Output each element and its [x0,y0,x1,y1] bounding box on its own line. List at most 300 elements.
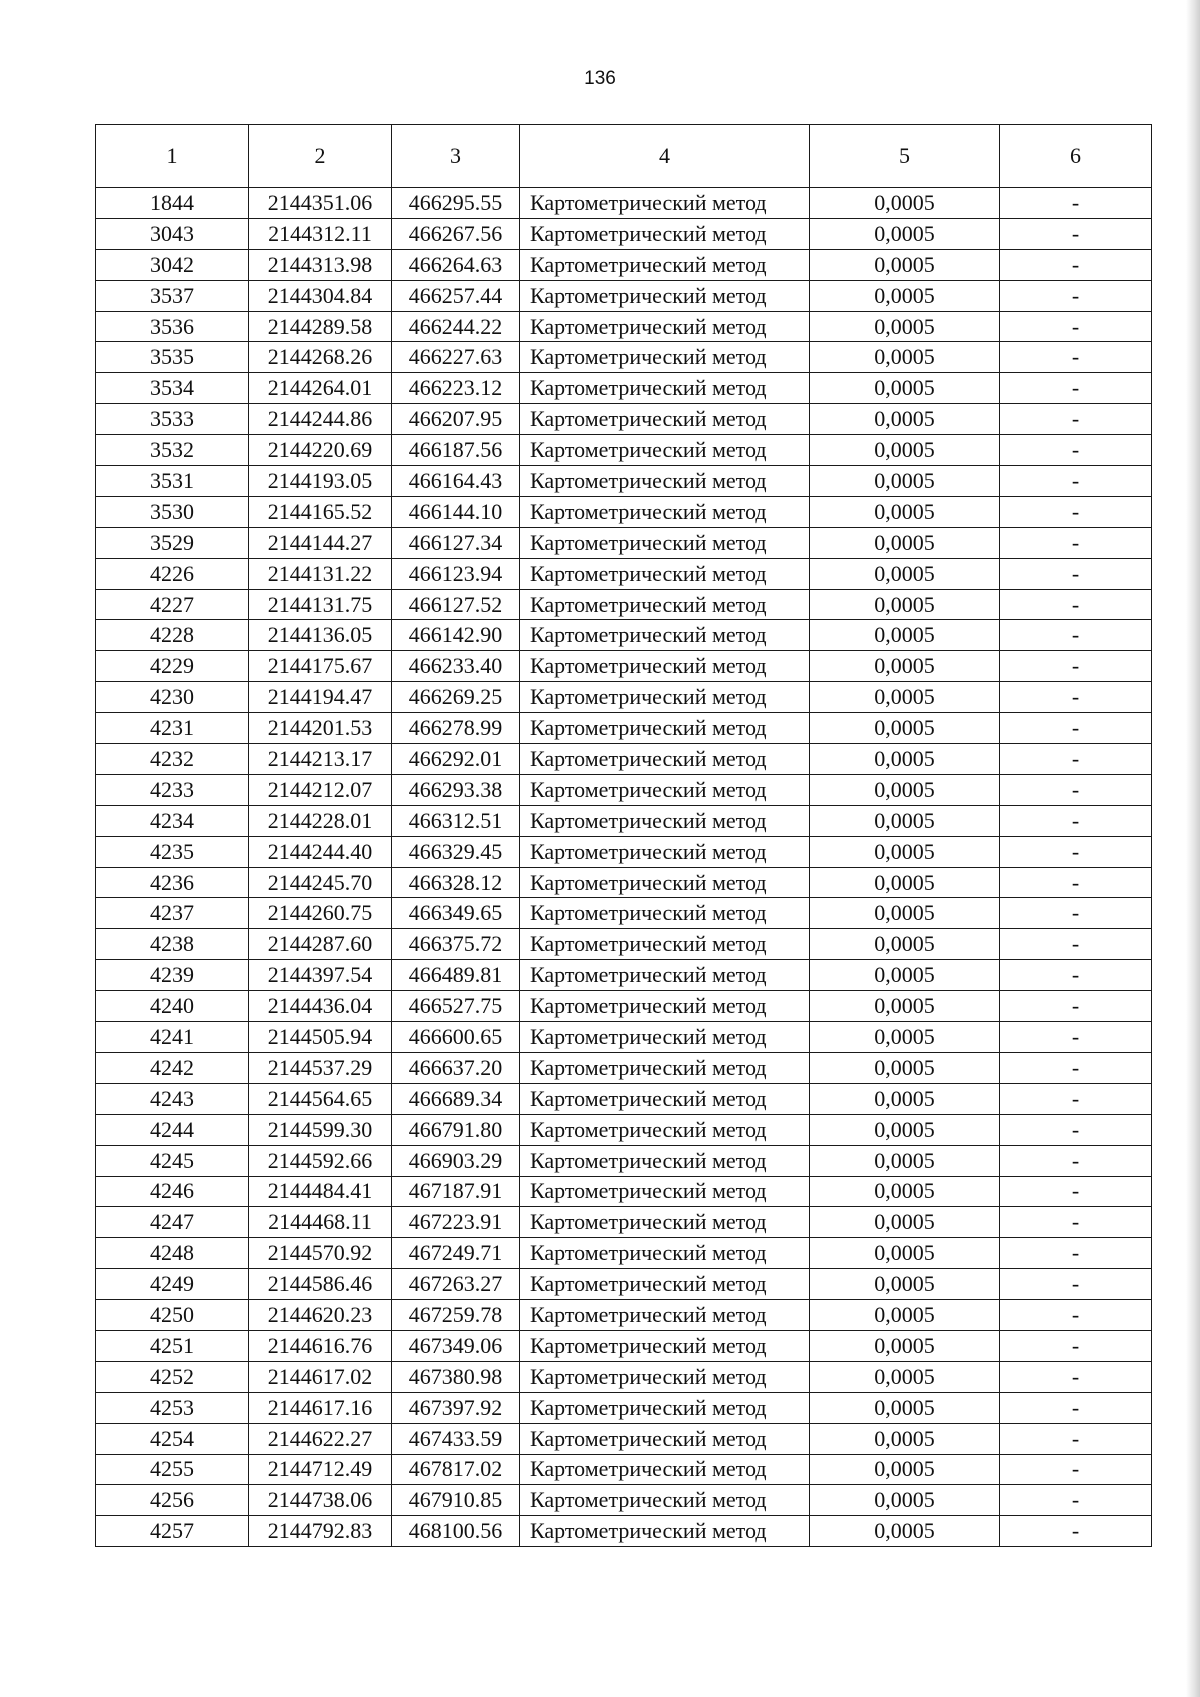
method-cell: Картометрический метод [520,527,810,558]
method-cell: Картометрический метод [520,1022,810,1053]
x-coordinate-cell: 2144622.27 [249,1423,392,1454]
point-number-cell: 4242 [96,1052,249,1083]
table-row [96,218,1152,249]
accuracy-cell: 0,0005 [810,1516,1000,1547]
accuracy-cell: 0,0005 [810,311,1000,342]
table-row [96,1022,1152,1053]
table-row [96,1300,1152,1331]
method-cell: Картометрический метод [520,404,810,435]
y-coordinate-cell: 466791.80 [392,1114,520,1145]
method-cell: Картометрический метод [520,805,810,836]
x-coordinate-cell: 2144312.11 [249,218,392,249]
accuracy-cell: 0,0005 [810,744,1000,775]
table-row [96,1392,1152,1423]
x-coordinate-cell: 2144351.06 [249,188,392,219]
x-coordinate-cell: 2144592.66 [249,1145,392,1176]
note-cell: - [1000,960,1152,991]
x-coordinate-cell: 2144599.30 [249,1114,392,1145]
accuracy-cell: 0,0005 [810,836,1000,867]
x-coordinate-cell: 2144194.47 [249,682,392,713]
y-coordinate-cell: 467817.02 [392,1454,520,1485]
accuracy-cell: 0,0005 [810,867,1000,898]
point-number-cell: 4241 [96,1022,249,1053]
accuracy-cell: 0,0005 [810,1361,1000,1392]
method-cell: Картометрический метод [520,991,810,1022]
point-number-cell: 3532 [96,435,249,466]
table-row [96,435,1152,466]
point-number-cell: 4250 [96,1300,249,1331]
header-cell: 2 [249,125,392,188]
accuracy-cell: 0,0005 [810,898,1000,929]
y-coordinate-cell: 466144.10 [392,496,520,527]
table-row [96,744,1152,775]
coordinates-table [95,124,1152,1547]
y-coordinate-cell: 466127.34 [392,527,520,558]
x-coordinate-cell: 2144244.40 [249,836,392,867]
note-cell: - [1000,1516,1152,1547]
header-cell: 1 [96,125,249,188]
x-coordinate-cell: 2144175.67 [249,651,392,682]
method-cell: Картометрический метод [520,867,810,898]
method-cell: Картометрический метод [520,774,810,805]
table-row [96,280,1152,311]
method-cell: Картометрический метод [520,960,810,991]
note-cell: - [1000,1392,1152,1423]
point-number-cell: 4244 [96,1114,249,1145]
point-number-cell: 3531 [96,466,249,497]
accuracy-cell: 0,0005 [810,466,1000,497]
note-cell: - [1000,713,1152,744]
note-cell: - [1000,1176,1152,1207]
accuracy-cell: 0,0005 [810,373,1000,404]
y-coordinate-cell: 466527.75 [392,991,520,1022]
accuracy-cell: 0,0005 [810,1269,1000,1300]
note-cell: - [1000,342,1152,373]
method-cell: Картометрический метод [520,280,810,311]
y-coordinate-cell: 467223.91 [392,1207,520,1238]
note-cell: - [1000,1083,1152,1114]
x-coordinate-cell: 2144570.92 [249,1238,392,1269]
method-cell: Картометрический метод [520,713,810,744]
note-cell: - [1000,929,1152,960]
y-coordinate-cell: 466292.01 [392,744,520,775]
header-cell: 5 [810,125,1000,188]
point-number-cell: 3533 [96,404,249,435]
y-coordinate-cell: 466207.95 [392,404,520,435]
point-number-cell: 3042 [96,249,249,280]
method-cell: Картометрический метод [520,496,810,527]
note-cell: - [1000,1114,1152,1145]
note-cell: - [1000,404,1152,435]
accuracy-cell: 0,0005 [810,960,1000,991]
accuracy-cell: 0,0005 [810,620,1000,651]
y-coordinate-cell: 466293.38 [392,774,520,805]
method-cell: Картометрический метод [520,1361,810,1392]
x-coordinate-cell: 2144244.86 [249,404,392,435]
accuracy-cell: 0,0005 [810,805,1000,836]
y-coordinate-cell: 466233.40 [392,651,520,682]
y-coordinate-cell: 467397.92 [392,1392,520,1423]
x-coordinate-cell: 2144260.75 [249,898,392,929]
method-cell: Картометрический метод [520,836,810,867]
note-cell: - [1000,373,1152,404]
point-number-cell: 4248 [96,1238,249,1269]
table-row [96,1361,1152,1392]
point-number-cell: 4230 [96,682,249,713]
table-row [96,960,1152,991]
table-row [96,651,1152,682]
x-coordinate-cell: 2144617.16 [249,1392,392,1423]
y-coordinate-cell: 466264.63 [392,249,520,280]
note-cell: - [1000,558,1152,589]
point-number-cell: 4245 [96,1145,249,1176]
point-number-cell: 4237 [96,898,249,929]
point-number-cell: 4232 [96,744,249,775]
table-row [96,1330,1152,1361]
accuracy-cell: 0,0005 [810,1052,1000,1083]
point-number-cell: 4226 [96,558,249,589]
method-cell: Картометрический метод [520,1238,810,1269]
method-cell: Картометрический метод [520,342,810,373]
accuracy-cell: 0,0005 [810,1454,1000,1485]
method-cell: Картометрический метод [520,218,810,249]
point-number-cell: 3534 [96,373,249,404]
y-coordinate-cell: 467349.06 [392,1330,520,1361]
note-cell: - [1000,1238,1152,1269]
x-coordinate-cell: 2144136.05 [249,620,392,651]
note-cell: - [1000,1269,1152,1300]
method-cell: Картометрический метод [520,898,810,929]
y-coordinate-cell: 467380.98 [392,1361,520,1392]
scan-edge [1186,0,1200,1697]
y-coordinate-cell: 467433.59 [392,1423,520,1454]
page-number: 136 [584,68,616,89]
point-number-cell: 3536 [96,311,249,342]
accuracy-cell: 0,0005 [810,1176,1000,1207]
note-cell: - [1000,651,1152,682]
method-cell: Картометрический метод [520,188,810,219]
note-cell: - [1000,311,1152,342]
note-cell: - [1000,744,1152,775]
table-row [96,1238,1152,1269]
method-cell: Картометрический метод [520,929,810,960]
table-row [96,1083,1152,1114]
table-row [96,774,1152,805]
accuracy-cell: 0,0005 [810,682,1000,713]
point-number-cell: 4247 [96,1207,249,1238]
x-coordinate-cell: 2144228.01 [249,805,392,836]
table-row [96,620,1152,651]
accuracy-cell: 0,0005 [810,1423,1000,1454]
table-row [96,311,1152,342]
x-coordinate-cell: 2144193.05 [249,466,392,497]
y-coordinate-cell: 466489.81 [392,960,520,991]
method-cell: Картометрический метод [520,1516,810,1547]
x-coordinate-cell: 2144264.01 [249,373,392,404]
table-row [96,1114,1152,1145]
note-cell: - [1000,435,1152,466]
note-cell: - [1000,249,1152,280]
point-number-cell: 4227 [96,589,249,620]
y-coordinate-cell: 466223.12 [392,373,520,404]
x-coordinate-cell: 2144792.83 [249,1516,392,1547]
accuracy-cell: 0,0005 [810,280,1000,311]
table-row [96,867,1152,898]
method-cell: Картометрический метод [520,249,810,280]
x-coordinate-cell: 2144436.04 [249,991,392,1022]
method-cell: Картометрический метод [520,1269,810,1300]
y-coordinate-cell: 466329.45 [392,836,520,867]
method-cell: Картометрический метод [520,682,810,713]
y-coordinate-cell: 466269.25 [392,682,520,713]
x-coordinate-cell: 2144586.46 [249,1269,392,1300]
x-coordinate-cell: 2144505.94 [249,1022,392,1053]
table-row [96,249,1152,280]
table-row [96,836,1152,867]
note-cell: - [1000,466,1152,497]
point-number-cell: 1844 [96,188,249,219]
y-coordinate-cell: 467259.78 [392,1300,520,1331]
y-coordinate-cell: 466637.20 [392,1052,520,1083]
table-row [96,1454,1152,1485]
method-cell: Картометрический метод [520,1454,810,1485]
table-row [96,466,1152,497]
accuracy-cell: 0,0005 [810,1145,1000,1176]
y-coordinate-cell: 467263.27 [392,1269,520,1300]
x-coordinate-cell: 2144144.27 [249,527,392,558]
method-cell: Картометрический метод [520,651,810,682]
accuracy-cell: 0,0005 [810,1022,1000,1053]
method-cell: Картометрический метод [520,558,810,589]
y-coordinate-cell: 466600.65 [392,1022,520,1053]
table-header-row [96,125,1152,188]
y-coordinate-cell: 466227.63 [392,342,520,373]
accuracy-cell: 0,0005 [810,1207,1000,1238]
accuracy-cell: 0,0005 [810,1330,1000,1361]
x-coordinate-cell: 2144468.11 [249,1207,392,1238]
table-row [96,1516,1152,1547]
table-row [96,1207,1152,1238]
table-row [96,1269,1152,1300]
y-coordinate-cell: 466127.52 [392,589,520,620]
x-coordinate-cell: 2144201.53 [249,713,392,744]
y-coordinate-cell: 466244.22 [392,311,520,342]
note-cell: - [1000,188,1152,219]
table-row [96,991,1152,1022]
x-coordinate-cell: 2144738.06 [249,1485,392,1516]
y-coordinate-cell: 466187.56 [392,435,520,466]
note-cell: - [1000,620,1152,651]
method-cell: Картометрический метод [520,1176,810,1207]
x-coordinate-cell: 2144313.98 [249,249,392,280]
y-coordinate-cell: 466257.44 [392,280,520,311]
note-cell: - [1000,1145,1152,1176]
method-cell: Картометрический метод [520,620,810,651]
point-number-cell: 3529 [96,527,249,558]
accuracy-cell: 0,0005 [810,774,1000,805]
note-cell: - [1000,1485,1152,1516]
y-coordinate-cell: 466903.29 [392,1145,520,1176]
note-cell: - [1000,1361,1152,1392]
point-number-cell: 4255 [96,1454,249,1485]
note-cell: - [1000,774,1152,805]
note-cell: - [1000,867,1152,898]
table-row [96,713,1152,744]
y-coordinate-cell: 467249.71 [392,1238,520,1269]
x-coordinate-cell: 2144304.84 [249,280,392,311]
accuracy-cell: 0,0005 [810,651,1000,682]
accuracy-cell: 0,0005 [810,929,1000,960]
point-number-cell: 4246 [96,1176,249,1207]
x-coordinate-cell: 2144131.22 [249,558,392,589]
method-cell: Картометрический метод [520,1392,810,1423]
y-coordinate-cell: 467187.91 [392,1176,520,1207]
note-cell: - [1000,527,1152,558]
accuracy-cell: 0,0005 [810,991,1000,1022]
x-coordinate-cell: 2144212.07 [249,774,392,805]
x-coordinate-cell: 2144287.60 [249,929,392,960]
note-cell: - [1000,898,1152,929]
note-cell: - [1000,280,1152,311]
y-coordinate-cell: 466349.65 [392,898,520,929]
accuracy-cell: 0,0005 [810,1300,1000,1331]
point-number-cell: 4252 [96,1361,249,1392]
x-coordinate-cell: 2144268.26 [249,342,392,373]
accuracy-cell: 0,0005 [810,1083,1000,1114]
point-number-cell: 4229 [96,651,249,682]
table-row [96,1145,1152,1176]
point-number-cell: 4243 [96,1083,249,1114]
y-coordinate-cell: 466142.90 [392,620,520,651]
point-number-cell: 4256 [96,1485,249,1516]
table-row [96,1485,1152,1516]
x-coordinate-cell: 2144220.69 [249,435,392,466]
table-row [96,589,1152,620]
accuracy-cell: 0,0005 [810,589,1000,620]
point-number-cell: 4253 [96,1392,249,1423]
note-cell: - [1000,1022,1152,1053]
accuracy-cell: 0,0005 [810,496,1000,527]
method-cell: Картометрический метод [520,1114,810,1145]
x-coordinate-cell: 2144289.58 [249,311,392,342]
point-number-cell: 3043 [96,218,249,249]
method-cell: Картометрический метод [520,311,810,342]
y-coordinate-cell: 467910.85 [392,1485,520,1516]
point-number-cell: 4234 [96,805,249,836]
table-row [96,1176,1152,1207]
note-cell: - [1000,1052,1152,1083]
y-coordinate-cell: 466295.55 [392,188,520,219]
note-cell: - [1000,682,1152,713]
method-cell: Картометрический метод [520,1052,810,1083]
method-cell: Картометрический метод [520,466,810,497]
note-cell: - [1000,805,1152,836]
accuracy-cell: 0,0005 [810,188,1000,219]
method-cell: Картометрический метод [520,589,810,620]
note-cell: - [1000,589,1152,620]
x-coordinate-cell: 2144620.23 [249,1300,392,1331]
y-coordinate-cell: 466164.43 [392,466,520,497]
point-number-cell: 4233 [96,774,249,805]
table-row [96,805,1152,836]
method-cell: Картометрический метод [520,1485,810,1516]
point-number-cell: 3530 [96,496,249,527]
method-cell: Картометрический метод [520,1330,810,1361]
point-number-cell: 4240 [96,991,249,1022]
y-coordinate-cell: 466375.72 [392,929,520,960]
accuracy-cell: 0,0005 [810,249,1000,280]
accuracy-cell: 0,0005 [810,435,1000,466]
accuracy-cell: 0,0005 [810,1485,1000,1516]
method-cell: Картометрический метод [520,1300,810,1331]
table-row [96,929,1152,960]
y-coordinate-cell: 466689.34 [392,1083,520,1114]
accuracy-cell: 0,0005 [810,342,1000,373]
note-cell: - [1000,991,1152,1022]
table-row [96,898,1152,929]
method-cell: Картометрический метод [520,1145,810,1176]
x-coordinate-cell: 2144213.17 [249,744,392,775]
point-number-cell: 4231 [96,713,249,744]
header-cell: 3 [392,125,520,188]
table-row [96,1052,1152,1083]
x-coordinate-cell: 2144712.49 [249,1454,392,1485]
x-coordinate-cell: 2144617.02 [249,1361,392,1392]
note-cell: - [1000,1300,1152,1331]
accuracy-cell: 0,0005 [810,1238,1000,1269]
note-cell: - [1000,218,1152,249]
accuracy-cell: 0,0005 [810,404,1000,435]
x-coordinate-cell: 2144537.29 [249,1052,392,1083]
point-number-cell: 4236 [96,867,249,898]
method-cell: Картометрический метод [520,1423,810,1454]
table-row [96,342,1152,373]
note-cell: - [1000,836,1152,867]
point-number-cell: 4254 [96,1423,249,1454]
point-number-cell: 4228 [96,620,249,651]
method-cell: Картометрический метод [520,744,810,775]
table-body [96,188,1152,1547]
accuracy-cell: 0,0005 [810,1392,1000,1423]
accuracy-cell: 0,0005 [810,218,1000,249]
note-cell: - [1000,496,1152,527]
y-coordinate-cell: 466123.94 [392,558,520,589]
accuracy-cell: 0,0005 [810,1114,1000,1145]
point-number-cell: 4235 [96,836,249,867]
point-number-cell: 3535 [96,342,249,373]
x-coordinate-cell: 2144397.54 [249,960,392,991]
x-coordinate-cell: 2144616.76 [249,1330,392,1361]
y-coordinate-cell: 466328.12 [392,867,520,898]
x-coordinate-cell: 2144131.75 [249,589,392,620]
note-cell: - [1000,1330,1152,1361]
x-coordinate-cell: 2144484.41 [249,1176,392,1207]
point-number-cell: 4257 [96,1516,249,1547]
method-cell: Картометрический метод [520,1207,810,1238]
table-row [96,496,1152,527]
point-number-cell: 4251 [96,1330,249,1361]
accuracy-cell: 0,0005 [810,527,1000,558]
header-cell: 4 [520,125,810,188]
accuracy-cell: 0,0005 [810,713,1000,744]
x-coordinate-cell: 2144245.70 [249,867,392,898]
y-coordinate-cell: 468100.56 [392,1516,520,1547]
accuracy-cell: 0,0005 [810,558,1000,589]
note-cell: - [1000,1207,1152,1238]
point-number-cell: 3537 [96,280,249,311]
table-row [96,682,1152,713]
point-number-cell: 4249 [96,1269,249,1300]
